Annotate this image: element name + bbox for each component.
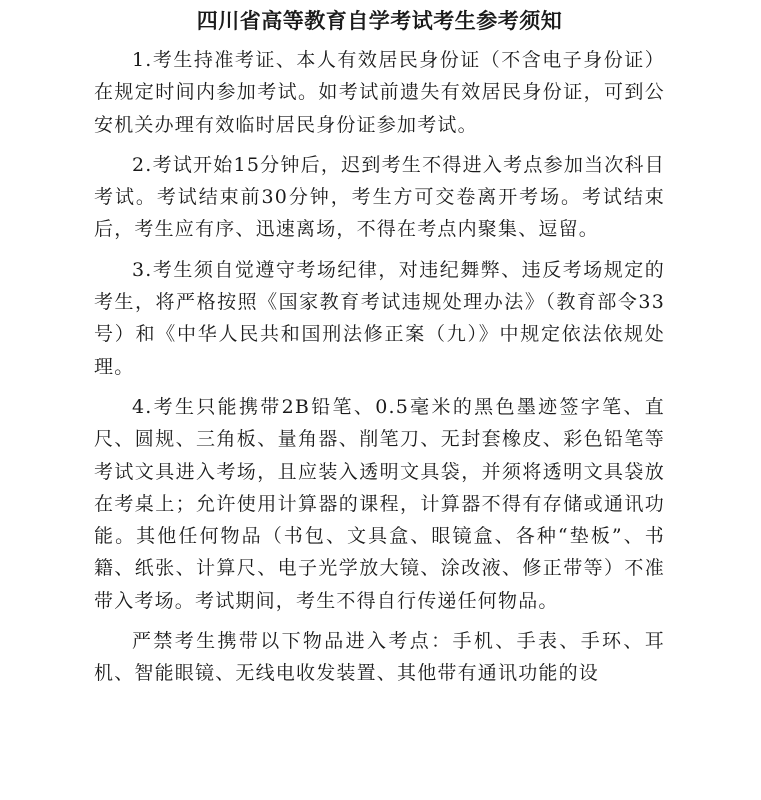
paragraph-5: 严禁考生携带以下物品进入考点：手机、手表、手环、耳机、智能眼镜、无线电收发装置、其他带有通讯功能的设 — [94, 630, 665, 685]
paragraph-1: 1.考生持准考证、本人有效居民身份证（不含电子身份证）在规定时间内参加考试。如考试前遗失有效居民身份证，可到公安机关办理有效临时居民身份证参加考试。 — [94, 49, 665, 136]
paragraph-4: 4.考生只能携带2B铅笔、0.5毫米的黑色墨迹签字笔、直尺、圆规、三角板、量角器、削笔刀、无封套橡皮、彩色铅笔等考试文具进入考场，且应装入透明文具袋，并须将透明文具袋放在考桌上；允许使用计算器的课程，计算器不得有存储或通讯功能。其他任何物品（书包、文具盒、眼镜盒、各种“垫板”、书籍、纸张、计算尺、电子光学放大镜、涂改液、修正带等）不准带入考场。考试期间，考生不得自行传递任何物品。 — [94, 395, 665, 612]
document-title: 四川省高等教育自学考试考生参考须知 — [196, 8, 563, 33]
paragraph-2: 2.考试开始15分钟后，迟到考生不得进入考点参加当次科目考试。考试结束前30分钟，考生方可交卷离开考场。考试结束后，考生应有序、迅速离场，不得在考点内聚集、逗留。 — [94, 153, 665, 241]
paragraph-3: 3.考生须自觉遵守考场纪律，对违纪舞弊、违反考场规定的考生，将严格按照《国家教育考试违规处理办法》（教育部令33号）和《中华人民共和国刑法修正案（九）》中规定依法依规处理。 — [94, 258, 665, 378]
